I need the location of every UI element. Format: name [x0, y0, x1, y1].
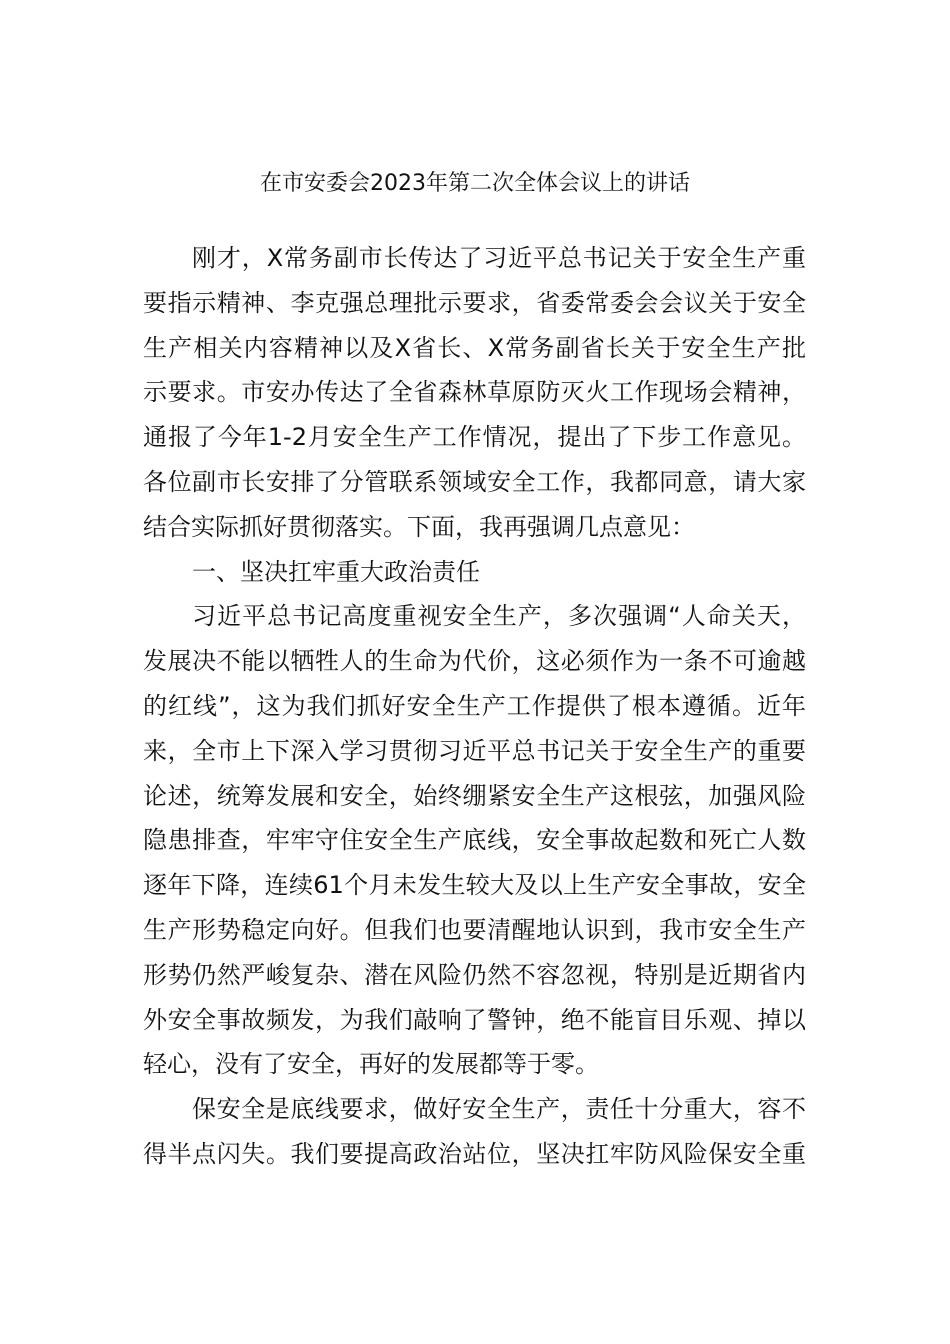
text-line: 论述，统筹发展和安全，始终绷紧安全生产这根弦，加强风险 [143, 781, 806, 810]
text-line: 的红线”，这为我们抓好安全生产工作提供了根本遵循。近年 [143, 691, 806, 720]
document-title: 在市安委会2023年第二次全体会议上的讲话 [260, 171, 690, 196]
text-line: 来，全市上下深入学习贯彻习近平总书记关于安全生产的重要 [143, 736, 806, 765]
text-line: 生产形势稳定向好。但我们也要清醒地认识到，我市安全生产 [143, 915, 806, 944]
text-line: 得半点闪失。我们要提高政治站位，坚决扛牢防风险保安全重 [143, 1139, 806, 1168]
text-line: 一、坚决扛牢重大政治责任 [192, 557, 480, 586]
text-line: 形势仍然严峻复杂、潜在风险仍然不容忽视，特别是近期省内 [143, 960, 806, 989]
text-line: 刚才，X常务副市长传达了习近平总书记关于安全生产重 [192, 244, 806, 272]
text-line: 要指示精神、李克强总理批示要求，省委常委会会议关于安全 [143, 288, 806, 317]
text-line: 示要求。市安办传达了全省森林草原防灭火工作现场会精神， [143, 378, 806, 407]
document-body [143, 236, 806, 1177]
text-line: 外安全事故频发，为我们敲响了警钟，绝不能盲目乐观、掉以 [143, 1005, 806, 1034]
text-line: 生产相关内容精神以及X省长、X常务副省长关于安全生产批 [143, 333, 806, 362]
text-line: 隐患排查，牢牢守住安全生产底线，安全事故起数和死亡人数 [143, 826, 806, 855]
text-line: 保安全是底线要求，做好安全生产，责任十分重大，容不 [192, 1095, 806, 1124]
text-line: 结合实际抓好贯彻落实。下面，我再强调几点意见： [143, 512, 695, 541]
text-line: 通报了今年1-2月安全生产工作情况，提出了下步工作意见。 [143, 423, 806, 452]
text-line: 逐年下降，连续61个月未发生较大及以上生产安全事故，安全 [143, 871, 806, 900]
text-line: 轻心，没有了安全，再好的发展都等于零。 [143, 1050, 599, 1079]
text-line: 习近平总书记高度重视安全生产，多次强调“人命关天， [192, 602, 806, 631]
text-line: 发展决不能以牺牲人的生命为代价，这必须作为一条不可逾越 [143, 647, 806, 676]
text-line: 各位副市长安排了分管联系领域安全工作，我都同意，请大家 [143, 467, 806, 496]
